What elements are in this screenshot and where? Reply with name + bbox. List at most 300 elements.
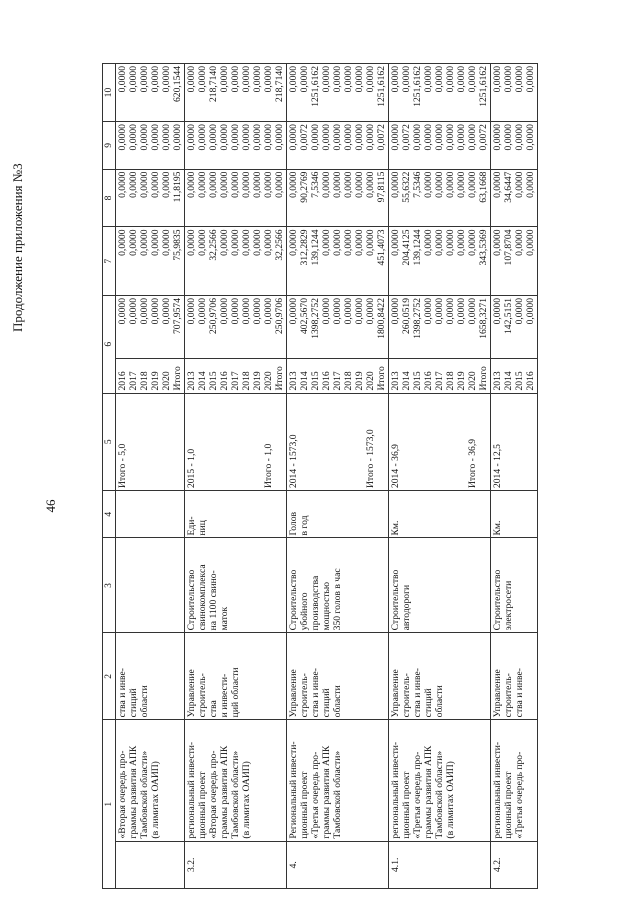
value-col-8-line: 7,5346: [310, 171, 321, 198]
value-col-10-line: 0,0000: [503, 66, 514, 93]
capacity-line: [412, 396, 423, 489]
value-col-9-line: 0,0000: [128, 124, 139, 151]
value-col-10-line: 0,0000: [401, 66, 412, 93]
row-number: 3.2.: [185, 841, 287, 888]
value-col-10-line: 0,0000: [343, 66, 354, 93]
value-col-9-line: 0,0000: [230, 124, 241, 151]
data-table: [102, 63, 538, 889]
value-col-8-line: 0,0000: [208, 171, 219, 198]
capacity-line: Итого - 1573,0: [365, 429, 376, 489]
responsible-org-line: ства и инве-: [117, 668, 128, 718]
year-list-line: 2014: [503, 371, 514, 391]
value-col-9: [287, 122, 389, 169]
value-col-8-line: 34,6447: [503, 171, 514, 203]
object-description-line: мощностью: [321, 581, 332, 631]
responsible-org: [116, 633, 185, 720]
year-list-line: 2013: [288, 371, 299, 391]
year-list-line: 2016: [117, 371, 128, 391]
responsible-org-line: стиций: [128, 688, 139, 718]
value-col-8-line: 0,0000: [263, 171, 274, 198]
responsible-org: [287, 633, 389, 720]
unit-line: Км.: [492, 520, 503, 536]
value-col-10-line: 0,0000: [525, 66, 536, 93]
project-name-line: граммы развития АПК: [423, 745, 434, 839]
responsible-org-line: Управление: [390, 669, 401, 718]
value-col-7-line: 107,8704: [503, 229, 514, 266]
value-col-10: [116, 64, 185, 122]
capacity-line: [423, 396, 434, 489]
object-description-line: электросети: [503, 580, 514, 631]
value-col-9-line: 0,0000: [412, 124, 423, 151]
value-col-9: [116, 122, 185, 169]
value-col-7-line: 139,1244: [310, 229, 321, 266]
header-col-7: 7: [103, 227, 116, 296]
value-col-6-line: 260,0519: [401, 298, 412, 334]
project-name-line: «Третья очередь про-: [310, 751, 321, 839]
capacity-line: Итого - 36,9: [467, 438, 478, 489]
year-list-line: 2016: [423, 371, 434, 391]
value-col-9-line: 0,0000: [274, 124, 285, 151]
responsible-org-line: ства и инве-: [514, 668, 525, 718]
year-list-line: 2020: [365, 371, 376, 391]
value-col-9-line: 0,0000: [390, 124, 401, 151]
value-col-8-line: 0,0000: [354, 171, 365, 198]
value-col-10-line: 0,0000: [263, 66, 274, 93]
header-col-10: 10: [103, 64, 116, 122]
value-col-9-line: 0,0000: [354, 124, 365, 151]
responsible-org-line: Управление: [186, 669, 197, 718]
header-col-3: 3: [103, 538, 116, 633]
value-col-7-line: 0,0000: [197, 229, 208, 256]
year-list: [491, 359, 538, 393]
value-col-7-line: 0,0000: [343, 229, 354, 256]
value-col-8-line: 0,0000: [150, 171, 161, 198]
value-col-6: [116, 296, 185, 359]
value-col-8-line: 0,0000: [365, 171, 376, 198]
project-name-line: ционный проект: [197, 771, 208, 839]
value-col-10-line: 1251,6162: [310, 66, 321, 107]
value-col-10-line: 0,0000: [197, 66, 208, 93]
value-col-10-line: 0,0000: [186, 66, 197, 93]
value-col-6-line: 142,5151: [503, 298, 514, 334]
year-list: [389, 359, 491, 393]
year-list-line: 2014: [401, 371, 412, 391]
project-name-line: граммы развития АПК: [321, 745, 332, 839]
value-col-8-line: 0,0000: [332, 171, 343, 198]
continuation-title: Продолжение приложения №3: [10, 163, 25, 332]
project-name-line: региональный инвести-: [492, 741, 503, 839]
value-col-10-line: 620,1544: [172, 66, 183, 102]
object-description-line: Строительство: [492, 569, 503, 631]
value-col-6: [389, 296, 491, 359]
header-col-1: 1: [103, 720, 116, 889]
value-col-7: [116, 227, 185, 296]
project-name-line: «Вторая очередь про-: [117, 750, 128, 839]
responsible-org-line: Управление: [492, 669, 503, 718]
value-col-9-line: 0,0000: [219, 124, 230, 151]
value-col-6-line: 0,0000: [492, 298, 503, 325]
unit-line: Голов: [288, 511, 299, 536]
value-col-6-line: 0,0000: [332, 298, 343, 325]
value-col-9-line: 0,0000: [288, 124, 299, 151]
value-col-9-line: 0,0072: [299, 124, 310, 151]
value-col-10-line: 0,0000: [434, 66, 445, 93]
value-col-7-line: 0,0000: [230, 229, 241, 256]
unit: [389, 491, 491, 538]
value-col-8: [389, 169, 491, 227]
value-col-8-line: 0,0000: [456, 171, 467, 198]
year-list-line: 2013: [390, 371, 401, 391]
object-description-line: Строительство: [390, 569, 401, 631]
project-name-line: региональный инвести-: [390, 741, 401, 839]
year-list-line: 2017: [332, 371, 343, 391]
responsible-org: [389, 633, 491, 720]
value-col-8-line: 0,0000: [434, 171, 445, 198]
value-col-8: [287, 169, 389, 227]
row-number: [116, 841, 185, 888]
value-col-8-line: 11,8195: [172, 171, 183, 203]
value-col-9-line: 0,0000: [365, 124, 376, 151]
value-col-8-line: 0,0000: [514, 171, 525, 198]
capacity-line: [241, 396, 252, 489]
year-list-line: 2020: [263, 371, 274, 391]
row-number: 4.2.: [491, 841, 538, 888]
capacity-line: 2014 - 12,5: [492, 444, 503, 489]
value-col-8-line: 0,0000: [343, 171, 354, 198]
value-col-7-line: 0,0000: [219, 229, 230, 256]
year-list-line: 2019: [252, 371, 263, 391]
year-list-line: 2018: [139, 371, 150, 391]
responsible-org-line: стиций: [423, 688, 434, 718]
value-col-7-line: 0,0000: [241, 229, 252, 256]
value-col-6: [185, 296, 287, 359]
capacity-line: [208, 396, 219, 489]
year-list-line: 2015: [310, 371, 321, 391]
value-col-10-line: 0,0000: [128, 66, 139, 93]
year-list-line: 2020: [161, 371, 172, 391]
value-col-6-line: 0,0000: [343, 298, 354, 325]
value-col-10-line: 0,0000: [390, 66, 401, 93]
value-col-7-line: 0,0000: [150, 229, 161, 256]
value-col-7: [389, 227, 491, 296]
capacity-line: [354, 396, 365, 489]
value-col-6-line: 1800,8422: [376, 298, 387, 339]
value-col-8-line: 0,0000: [390, 171, 401, 198]
unit: [491, 491, 538, 538]
value-col-8-line: 63,1668: [478, 171, 489, 203]
value-col-7: [491, 227, 538, 296]
value-col-8-line: 0,0000: [288, 171, 299, 198]
year-list-line: 2015: [412, 371, 423, 391]
value-col-6-line: 250,9706: [274, 298, 285, 334]
value-col-8-line: 0,0000: [467, 171, 478, 198]
value-col-9-line: 0,0000: [445, 124, 456, 151]
value-col-6-line: 1398,2752: [310, 298, 321, 339]
project-name-line: (в лимитах ОАИП): [241, 761, 252, 839]
value-col-8-line: 90,2769: [299, 171, 310, 203]
value-col-8-line: 0,0000: [241, 171, 252, 198]
responsible-org-line: ства и инве-: [310, 668, 321, 718]
value-col-8-line: 0,0000: [230, 171, 241, 198]
value-col-9-line: 0,0000: [263, 124, 274, 151]
year-list-line: Итого: [376, 366, 387, 391]
value-col-8-line: 0,0000: [161, 171, 172, 198]
year-list-line: 2016: [219, 371, 230, 391]
year-list-line: 2016: [321, 371, 332, 391]
object-description: [116, 538, 185, 633]
value-col-10-line: 1251,6162: [376, 66, 387, 107]
value-col-9-line: 0,0000: [525, 124, 536, 151]
value-col-6-line: 0,0000: [128, 298, 139, 325]
capacity: [389, 393, 491, 491]
header-col-5: 5: [103, 393, 116, 491]
capacity-line: 2014 - 36,9: [390, 444, 401, 489]
table-row: [185, 64, 287, 889]
year-list: [116, 359, 185, 393]
value-col-7-line: 451,4073: [376, 229, 387, 266]
value-col-6-line: 707,9574: [172, 298, 183, 334]
unit-line: в год: [299, 515, 310, 536]
value-col-8-line: 0,0000: [128, 171, 139, 198]
year-list: [185, 359, 287, 393]
value-col-6-line: 1398,2752: [412, 298, 423, 339]
value-col-9-line: 0,0000: [503, 124, 514, 151]
value-col-10-line: 0,0000: [288, 66, 299, 93]
value-col-8-line: 0,0000: [197, 171, 208, 198]
project-name-line: региональный инвести-: [186, 741, 197, 839]
responsible-org-line: строитель-: [401, 673, 412, 718]
capacity-line: [456, 396, 467, 489]
value-col-9-line: 0,0000: [456, 124, 467, 151]
value-col-7-line: 75,9835: [172, 229, 183, 261]
project-name-line: граммы развития АПК: [128, 745, 139, 839]
value-col-9-line: 0,0000: [241, 124, 252, 151]
value-col-7-line: 0,0000: [456, 229, 467, 256]
value-col-6-line: 0,0000: [434, 298, 445, 325]
value-col-7-line: 343,5369: [478, 229, 489, 266]
value-col-6-line: 0,0000: [445, 298, 456, 325]
value-col-8: [491, 169, 538, 227]
capacity-line: [332, 396, 343, 489]
value-col-8-line: 7,5346: [412, 171, 423, 198]
value-col-6-line: 0,0000: [241, 298, 252, 325]
value-col-7-line: 0,0000: [365, 229, 376, 256]
value-col-9-line: 0,0000: [172, 124, 183, 151]
value-col-10: [389, 64, 491, 122]
value-col-10-line: 1251,6162: [412, 66, 423, 107]
value-col-7-line: 0,0000: [390, 229, 401, 256]
value-col-6-line: 0,0000: [263, 298, 274, 325]
value-col-9-line: 0,0000: [208, 124, 219, 151]
value-col-6-line: 0,0000: [321, 298, 332, 325]
responsible-org-line: ства и инве-: [412, 668, 423, 718]
value-col-7-line: 32,2566: [274, 229, 285, 261]
year-list-line: Итого: [274, 366, 285, 391]
value-col-10-line: 218,7140: [208, 66, 219, 102]
value-col-10-line: 0,0000: [321, 66, 332, 93]
project-name: [116, 720, 185, 841]
year-list-line: 2013: [186, 371, 197, 391]
year-list-line: 2015: [208, 371, 219, 391]
value-col-6-line: 0,0000: [139, 298, 150, 325]
object-description: [287, 538, 389, 633]
value-col-10-line: 0,0000: [219, 66, 230, 93]
year-list-line: 2014: [197, 371, 208, 391]
year-list-line: 2018: [241, 371, 252, 391]
value-col-7-line: 0,0000: [139, 229, 150, 256]
value-col-6-line: 402,5670: [299, 298, 310, 334]
project-name-line: ционный проект: [401, 771, 412, 839]
year-list-line: Итого: [478, 366, 489, 391]
value-col-7-line: 0,0000: [492, 229, 503, 256]
value-col-6-line: 0,0000: [117, 298, 128, 325]
capacity-line: Итого - 5,0: [117, 443, 128, 489]
project-name-line: Тамбовской области»: [332, 750, 343, 839]
capacity-line: [310, 396, 321, 489]
value-col-10-line: 218,7140: [274, 66, 285, 102]
value-col-9-line: 0,0000: [161, 124, 172, 151]
capacity-line: [252, 396, 263, 489]
year-list-line: Итого: [172, 366, 183, 391]
value-col-9-line: 0,0000: [492, 124, 503, 151]
object-description-line: на 1100 свино-: [208, 570, 219, 631]
value-col-6-line: 0,0000: [150, 298, 161, 325]
value-col-6: [287, 296, 389, 359]
project-name-line: Тамбовской области»: [230, 750, 241, 839]
year-list-line: 2013: [492, 371, 503, 391]
row-number: 4.: [287, 841, 389, 888]
table-body: [116, 64, 538, 889]
capacity-line: [343, 396, 354, 489]
capacity-line: 2015 - 1,0: [186, 448, 197, 489]
value-col-6-line: 0,0000: [514, 298, 525, 325]
responsible-org-line: ций области: [230, 667, 241, 718]
capacity: [287, 393, 389, 491]
year-list-line: 2016: [525, 371, 536, 391]
capacity-line: [445, 396, 456, 489]
value-col-10: [491, 64, 538, 122]
project-name-line: ционный проект: [299, 771, 310, 839]
unit: [116, 491, 185, 538]
value-col-6-line: 1658,3271: [478, 298, 489, 339]
value-col-8-line: 0,0000: [186, 171, 197, 198]
value-col-7-line: 0,0000: [423, 229, 434, 256]
value-col-8-line: 0,0000: [492, 171, 503, 198]
value-col-10-line: 0,0000: [492, 66, 503, 93]
value-col-6: [491, 296, 538, 359]
year-list-line: 2018: [343, 371, 354, 391]
value-col-8-line: 0,0000: [525, 171, 536, 198]
header-col-6: 6: [103, 296, 116, 394]
value-col-9-line: 0,0000: [197, 124, 208, 151]
value-col-7-line: 0,0000: [445, 229, 456, 256]
value-col-8-line: 0,0000: [219, 171, 230, 198]
responsible-org-line: области: [332, 685, 343, 718]
value-col-10-line: 0,0000: [161, 66, 172, 93]
project-name-line: «Третья очередь про-: [514, 751, 525, 839]
value-col-10-line: 0,0000: [467, 66, 478, 93]
object-description-line: Строительство: [288, 569, 299, 631]
object-description-line: автодороги: [401, 584, 412, 631]
year-list-line: 2020: [467, 371, 478, 391]
value-col-8-line: 0,0000: [139, 171, 150, 198]
object-description-line: производства: [310, 575, 321, 631]
value-col-6-line: 0,0000: [456, 298, 467, 325]
table-row: [491, 64, 538, 889]
capacity-line: 2014 - 1573,0: [288, 434, 299, 489]
value-col-7-line: 0,0000: [263, 229, 274, 256]
project-name-line: «Третья очередь про-: [412, 751, 423, 839]
year-list-line: 2018: [445, 371, 456, 391]
value-col-7-line: 32,2566: [208, 229, 219, 261]
value-col-9-line: 0,0000: [514, 124, 525, 151]
value-col-8-line: 97,8115: [376, 171, 387, 203]
project-name-line: Тамбовской области»: [139, 750, 150, 839]
value-col-10-line: 0,0000: [354, 66, 365, 93]
unit-line: Еди-: [186, 516, 197, 536]
year-list-line: 2017: [230, 371, 241, 391]
value-col-8-line: 0,0000: [423, 171, 434, 198]
responsible-org-line: и инвести-: [219, 673, 230, 718]
responsible-org-line: Управление: [288, 669, 299, 718]
object-description: [389, 538, 491, 633]
year-list-line: 2019: [456, 371, 467, 391]
value-col-6-line: 0,0000: [219, 298, 230, 325]
value-col-9-line: 0,0000: [332, 124, 343, 151]
table-row: [116, 64, 185, 889]
value-col-9: [389, 122, 491, 169]
value-col-8-line: 55,6322: [401, 171, 412, 203]
project-name: [389, 720, 491, 841]
value-col-7-line: 0,0000: [332, 229, 343, 256]
capacity: [185, 393, 287, 491]
responsible-org-line: стиций: [321, 688, 332, 718]
value-col-9-line: 0,0072: [478, 124, 489, 151]
unit-line: Км.: [390, 520, 401, 536]
value-col-6-line: 0,0000: [161, 298, 172, 325]
responsible-org-line: строитель-: [197, 673, 208, 718]
unit-line: ниц: [197, 520, 208, 536]
value-col-10-line: 0,0000: [150, 66, 161, 93]
year-list-line: 2015: [514, 371, 525, 391]
value-col-10-line: 0,0000: [365, 66, 376, 93]
value-col-10-line: 0,0000: [514, 66, 525, 93]
capacity-line: [401, 396, 412, 489]
year-list-line: 2014: [299, 371, 310, 391]
value-col-8: [185, 169, 287, 227]
table-row: [287, 64, 389, 889]
value-col-7-line: 312,2829: [299, 229, 310, 266]
value-col-7-line: 0,0000: [514, 229, 525, 256]
value-col-9-line: 0,0000: [321, 124, 332, 151]
value-col-8: [116, 169, 185, 227]
value-col-7-line: 0,0000: [525, 229, 536, 256]
value-col-6-line: 0,0000: [252, 298, 263, 325]
value-col-6-line: 0,0000: [186, 298, 197, 325]
year-list-line: 2019: [354, 371, 365, 391]
value-col-7-line: 0,0000: [354, 229, 365, 256]
object-description: [491, 538, 538, 633]
object-description-line: 350 голов в час: [332, 568, 343, 631]
responsible-org-line: строитель-: [299, 673, 310, 718]
value-col-9-line: 0,0000: [252, 124, 263, 151]
value-col-7-line: 0,0000: [117, 229, 128, 256]
value-col-9: [185, 122, 287, 169]
capacity-line: [230, 396, 241, 489]
value-col-9-line: 0,0000: [186, 124, 197, 151]
capacity-line: [299, 396, 310, 489]
object-description-line: свинокомплекса: [197, 564, 208, 631]
